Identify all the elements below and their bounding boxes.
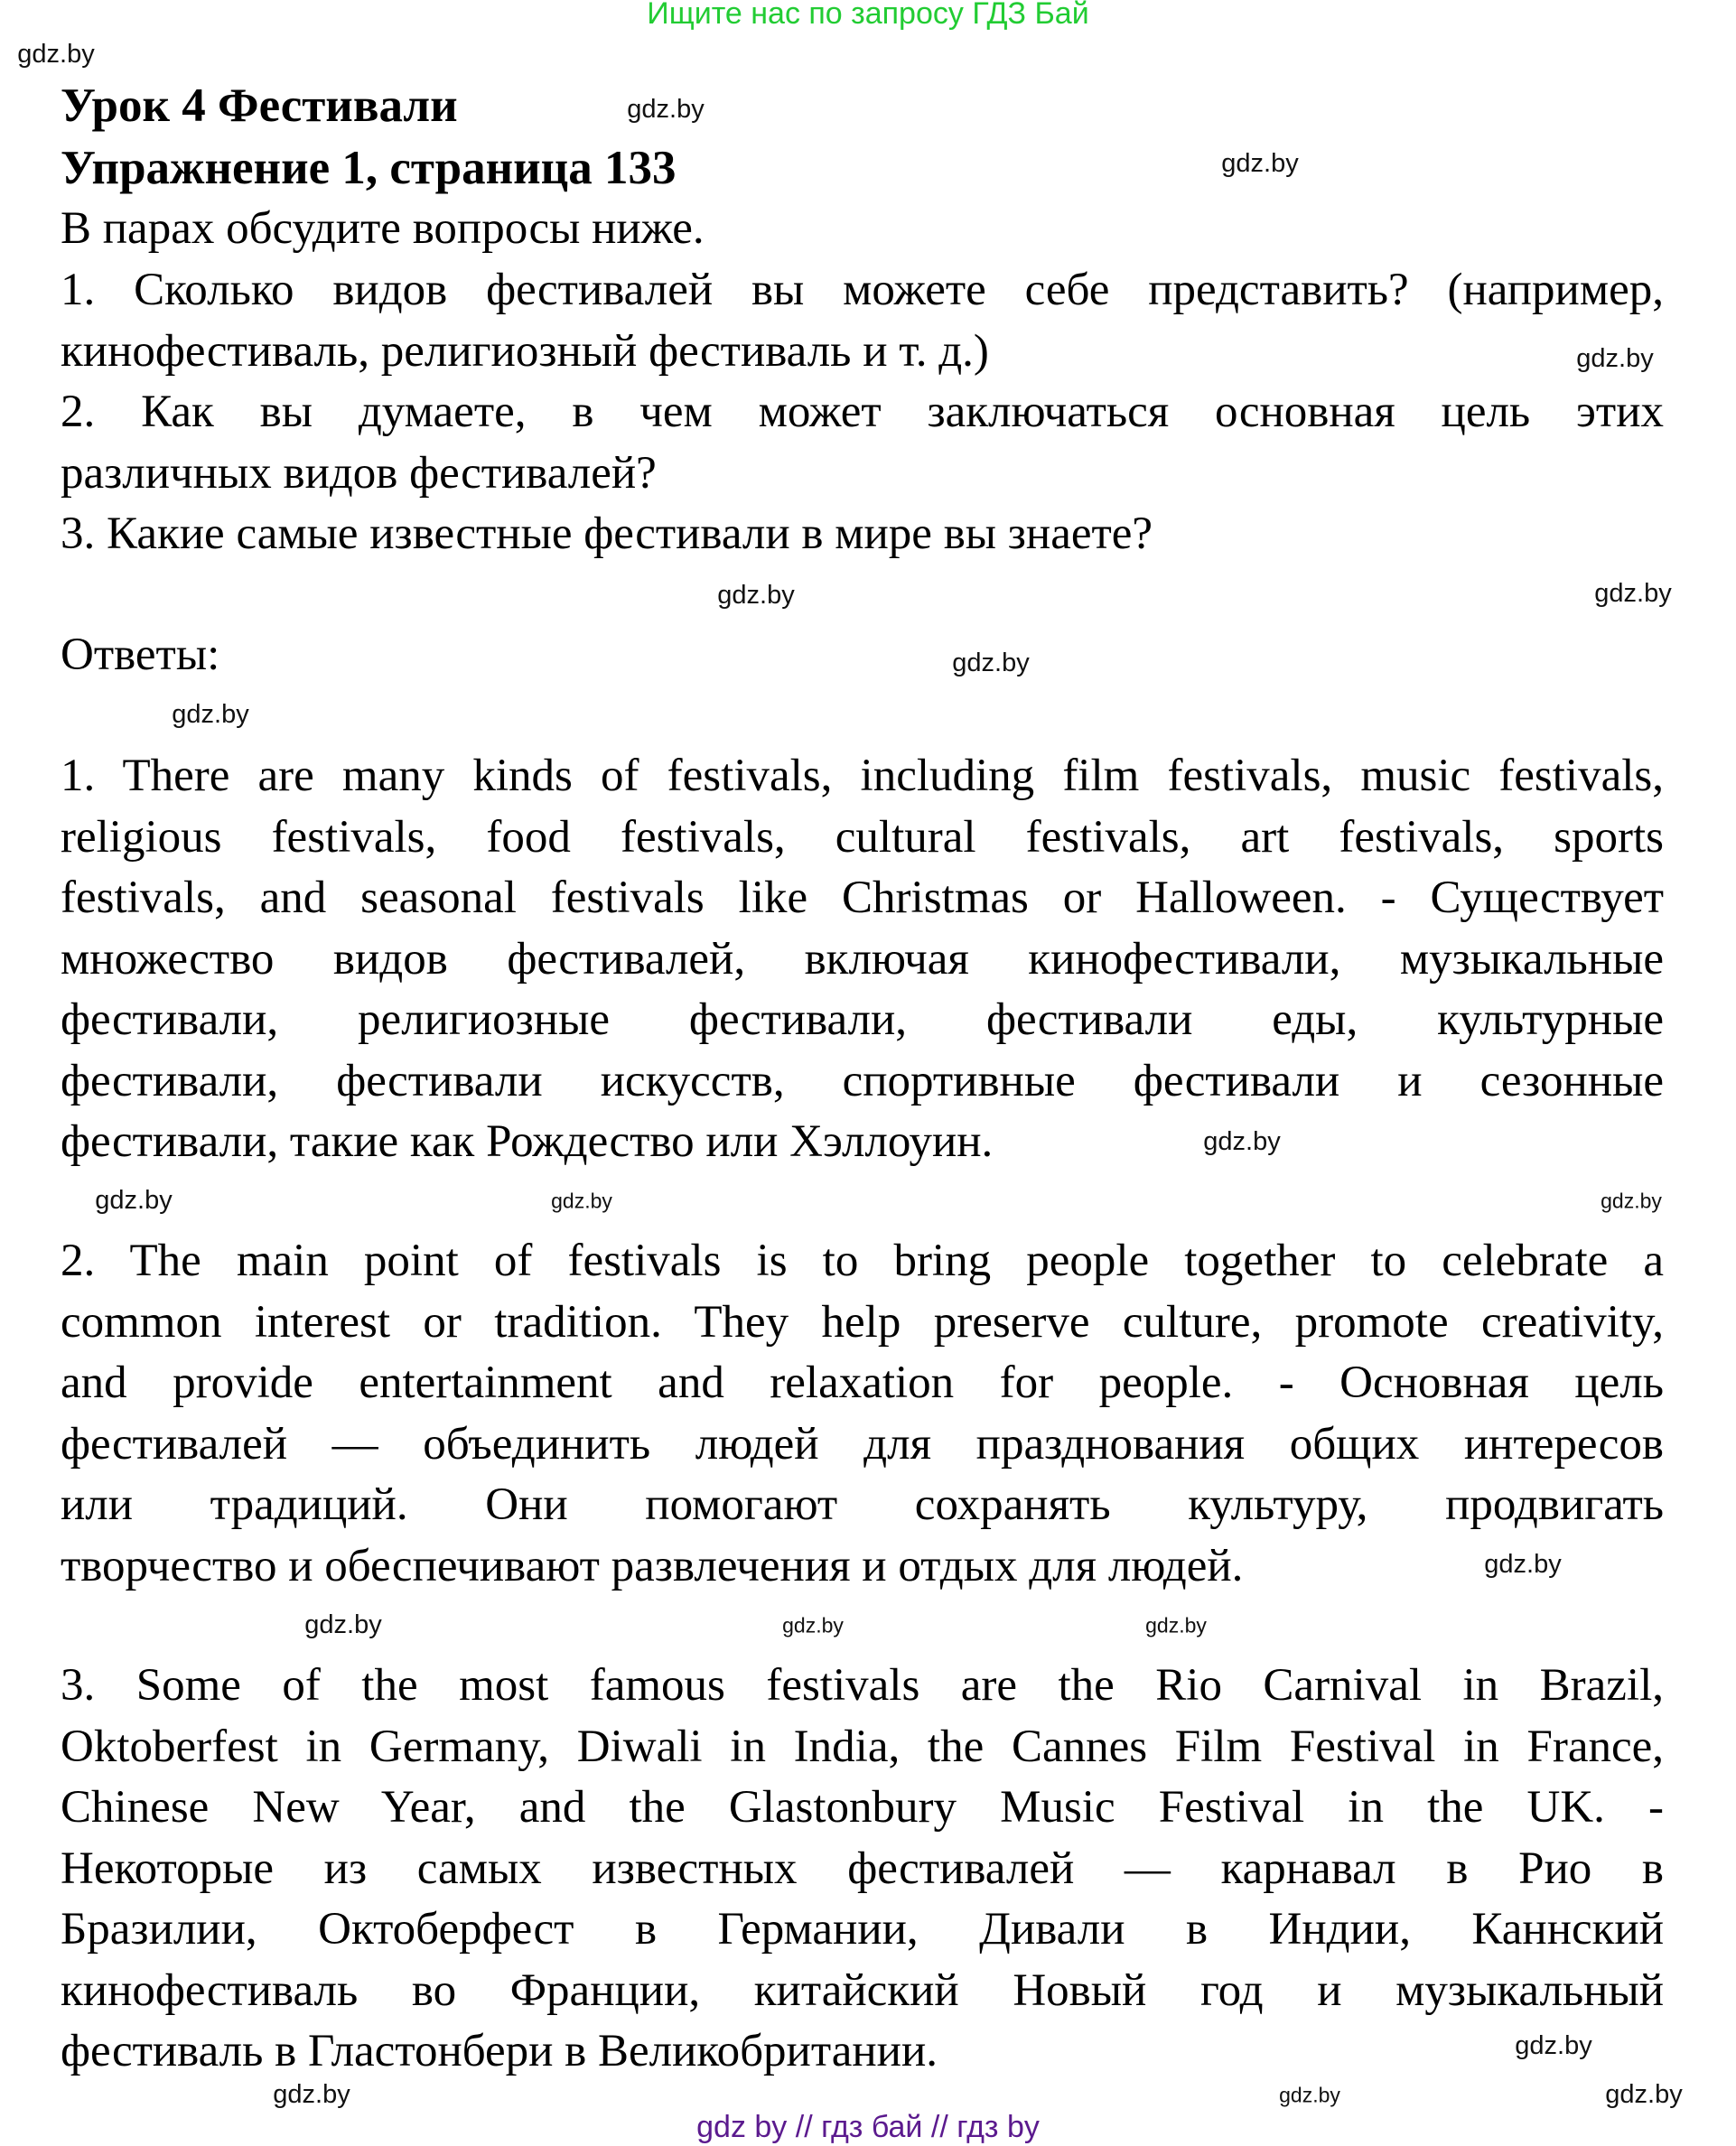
watermark: gdz.by <box>304 1610 382 1640</box>
question-line: 3. Какие самые известные фестивали в мире вы знаете? <box>61 509 1153 559</box>
questions-list <box>61 260 1664 565</box>
watermark: gdz.by <box>1484 1550 1562 1580</box>
answer-line: and provide entertainment and relaxation for people. - Основная цель <box>61 1358 1664 1408</box>
lesson-heading: Урок 4 Фестивали <box>61 79 458 132</box>
instruction <box>61 199 1664 260</box>
watermark: gdz.by <box>551 1189 612 1213</box>
exercise-heading: Упражнение 1, страница 133 <box>61 142 677 194</box>
watermark: gdz.by <box>782 1613 844 1637</box>
lesson-title <box>61 76 1664 137</box>
watermark: gdz.by <box>1601 1189 1662 1213</box>
answer-2 <box>61 1231 1664 1597</box>
search-banner: Ищите нас по запросу ГДЗ Бай <box>647 0 1089 31</box>
answer-line: 3. Some of the most famous festivals are the Rio Carnival in Brazil, <box>61 1660 1664 1711</box>
answer-line: фестивали, религиозные фестивали, фестивали еды, культурные <box>61 994 1664 1045</box>
watermark: gdz.by <box>1221 149 1299 179</box>
answer-1 <box>61 746 1664 1173</box>
watermark: gdz.by <box>1576 344 1654 374</box>
question-line: кинофестиваль, религиозный фестиваль и т. д.) <box>61 325 989 377</box>
answer-line: festivals, and seasonal festivals like Christmas or Halloween. - Существует <box>61 872 1664 923</box>
instruction-text: В парах обсудите вопросы ниже. <box>61 203 705 254</box>
watermark: gdz.by <box>1594 579 1672 609</box>
watermark: gdz.by <box>717 581 795 611</box>
watermark: gdz.by <box>172 700 249 730</box>
watermark: gdz.by <box>17 40 95 70</box>
answer-line: Некоторые из самых известных фестивалей — карнавал в Рио в <box>61 1843 1664 1894</box>
answer-line: фестиваль в Гластонбери в Великобритании. <box>61 2026 938 2076</box>
question-line: 1. Сколько видов фестивалей вы можете себе представить? (например, <box>61 265 1664 315</box>
exercise-title <box>61 138 1664 200</box>
watermark: gdz.by <box>95 1186 173 1216</box>
watermark: gdz.by <box>1605 2080 1683 2110</box>
question-line: 2. Как вы думаете, в чем может заключаться основная цель этих <box>61 387 1664 437</box>
answer-line: фестивали, фестивали искусств, спортивные фестивали и сезонные <box>61 1055 1664 1106</box>
answer-line: Chinese New Year, and the Glastonbury Music Festival in the UK. - <box>61 1782 1664 1833</box>
watermark: gdz.by <box>1279 2083 1340 2107</box>
answer-line: 2. The main point of festivals is to bring people together to celebrate a <box>61 1236 1664 1286</box>
answer-line: или традиций. Они помогают сохранять культуру, продвигать <box>61 1479 1664 1530</box>
watermark: gdz.by <box>1145 1613 1207 1637</box>
answers-label <box>61 625 1664 686</box>
answer-line: Бразилии, Октоберфест в Германии, Дивали в Индии, Каннский <box>61 1904 1664 1955</box>
answer-line: кинофестиваль во Франции, китайский Новый год и музыкальный <box>61 1964 1664 2016</box>
answer-line: фестивали, такие как Рождество или Хэллоуин. <box>61 1116 994 1167</box>
question-line: различных видов фестивалей? <box>61 447 657 499</box>
answers-heading: Ответы: <box>61 630 220 680</box>
answer-line: множество видов фестивалей, включая кинофестивали, музыкальные <box>61 933 1664 984</box>
watermark: gdz.by <box>1515 2031 1592 2061</box>
footer-links: gdz by // гдз бай // гдз by <box>696 2110 1040 2144</box>
answer-line: 1. There are many kinds of festivals, including film festivals, music festivals, <box>61 751 1664 801</box>
watermark: gdz.by <box>627 95 705 125</box>
answer-line: religious festivals, food festivals, cultural festivals, art festivals, sports <box>61 811 1664 863</box>
watermark: gdz.by <box>273 2080 350 2110</box>
watermark: gdz.by <box>952 648 1030 678</box>
answer-line: Oktoberfest in Germany, Diwali in India, the Cannes Film Festival in France, <box>61 1721 1664 1772</box>
answer-3 <box>61 1656 1664 2083</box>
answer-line: фестивалей — объединить людей для празднования общих интересов <box>61 1418 1664 1470</box>
answer-line: творчество и обеспечивают развлечения и отдых для людей. <box>61 1540 1244 1591</box>
watermark: gdz.by <box>1203 1127 1281 1157</box>
answer-line: common interest or tradition. They help preserve culture, promote creativity, <box>61 1296 1664 1348</box>
